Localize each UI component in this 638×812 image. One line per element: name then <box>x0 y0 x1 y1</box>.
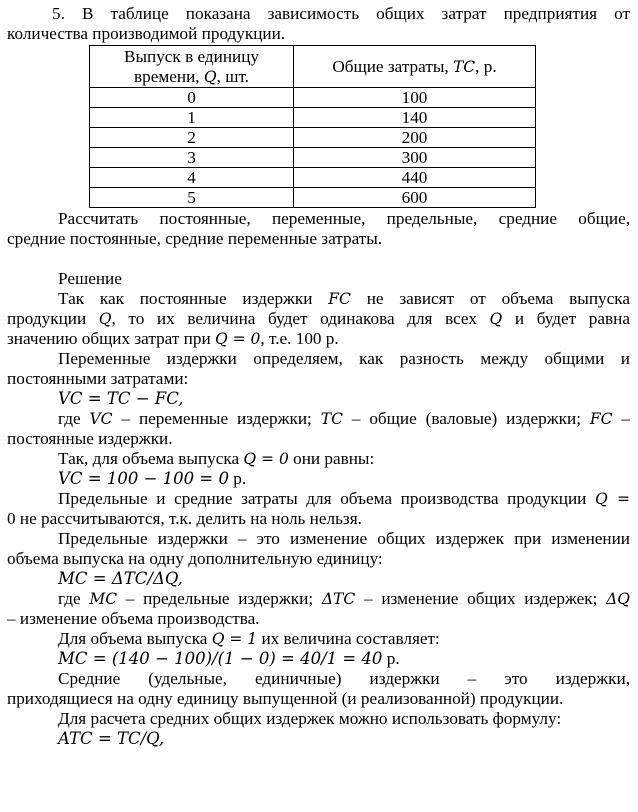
table-row <box>90 108 536 128</box>
fc-symbol: FC <box>589 410 613 428</box>
header-output-unit: , шт. <box>216 66 249 86</box>
document-page <box>7 4 630 749</box>
p1-text-d: , то их величина будет одинакова для всех <box>111 309 490 328</box>
cell-tc: 440 <box>294 168 536 188</box>
cell-q: 5 <box>90 188 294 208</box>
p4-line <box>7 449 630 469</box>
cell-q: 4 <box>90 168 294 188</box>
cell-q: 2 <box>90 128 294 148</box>
delta-tc-symbol: ΔTC <box>321 590 356 608</box>
p2-line-2: постоянными затратами: <box>7 369 189 388</box>
p3-line-2: постоянные издержки. <box>7 429 173 448</box>
p1-line-2 <box>7 309 630 329</box>
cell-tc: 100 <box>294 88 536 108</box>
header-total-cost-symbol: TC <box>452 57 476 76</box>
solution-heading: Решение <box>58 269 122 288</box>
p3-text-a: где <box>58 409 90 428</box>
p9-line-1: Средние (удельные, единичные) издержки – это издержки, <box>58 669 630 688</box>
cell-tc: 140 <box>294 108 536 128</box>
formula-mc: MC = ΔTC/ΔQ, <box>58 569 183 588</box>
q-equals-zero: Q = 0 <box>243 450 289 468</box>
cost-table <box>89 45 536 208</box>
p1-text-b: не зависят от объема выпуска <box>350 289 630 308</box>
p3-text-b: – переменные издержки; <box>112 409 321 428</box>
header-output <box>90 46 294 88</box>
q-symbol: Q <box>98 310 112 328</box>
formula-mc-value <box>7 649 630 669</box>
question-line-2: средние постоянные, средние переменные затраты. <box>7 229 383 248</box>
cell-tc: 200 <box>294 128 536 148</box>
delta-q-symbol: ΔQ <box>606 590 630 608</box>
tc-symbol: TC <box>320 410 343 428</box>
task-intro-line-2: количества производимой продукции. <box>7 24 286 43</box>
formula-vc-value <box>7 469 630 489</box>
cell-tc: 300 <box>294 148 536 168</box>
formula-vc: VC = TC − FC, <box>58 389 184 408</box>
mc-symbol: MC <box>89 590 118 608</box>
p3-line-1 <box>7 409 630 429</box>
p7-text-c: – изменение общих издержек; <box>355 589 607 608</box>
formula-mc-unit: р. <box>382 649 400 668</box>
p1-text-c: продукции <box>7 309 99 328</box>
p7-line-1 <box>7 589 630 609</box>
formula-vc-calc: VC = 100 − 100 = 0 <box>58 469 229 488</box>
p1-text-e: и будет равна <box>502 309 630 328</box>
p8-text-a: Для объема выпуска <box>58 629 212 648</box>
p10-line: Для расчета средних общих издержек можно использовать формулу: <box>58 709 562 728</box>
header-total-cost-unit: , р. <box>475 56 497 76</box>
p5-text-a: Предельные и средние затраты для объема производства продукции <box>58 489 596 508</box>
header-total-cost <box>294 46 536 88</box>
q-equals-zero: Q = 0 <box>214 330 261 348</box>
question-line-1: Рассчитать постоянные, переменные, предельные, средние общие, <box>58 209 630 228</box>
cell-q: 3 <box>90 148 294 168</box>
header-total-cost-label: Общие затраты, <box>332 56 453 76</box>
p9-line-2: приходящиеся на одну единицу выпущенной (и реализованной) продукции. <box>7 689 564 708</box>
q-equals-one: Q = 1 <box>211 630 258 648</box>
p5-line-2: 0 не рассчитываются, т.к. делить на ноль нельзя. <box>7 509 362 528</box>
table-header-row <box>90 46 536 88</box>
q-symbol: Q <box>489 310 503 328</box>
formula-mc-calc: MC = (140 − 100)/(1 − 0) = 40/1 = 40 <box>58 649 383 668</box>
p1-line-3 <box>7 329 630 349</box>
p8-text-b: их величина составляет: <box>257 629 440 648</box>
cell-q: 1 <box>90 108 294 128</box>
spacer <box>7 249 630 269</box>
p7-text-b: – предельные издержки; <box>117 589 322 608</box>
header-output-line-2: времени, <box>134 66 204 86</box>
p3-text-c: – общие (валовые) издержки; <box>342 409 590 428</box>
p3-text-d: – <box>612 409 630 428</box>
p1-line-1 <box>7 289 630 309</box>
p6-line-2: объема выпуска на одну дополнительную единицу: <box>7 549 383 568</box>
vc-symbol: VC <box>89 410 113 428</box>
p7-line-2: – изменение объема производства. <box>7 609 260 628</box>
fc-symbol: FC <box>328 290 351 308</box>
p4-text-b: они равны: <box>288 449 375 468</box>
formula-vc-unit: р. <box>228 469 247 488</box>
table-row <box>90 188 536 208</box>
formula-atc: ATC = TC/Q, <box>58 729 165 748</box>
p6-line-1: Предельные издержки – это изменение общих издержек при изменении <box>58 529 630 548</box>
table-row <box>90 168 536 188</box>
task-intro-line-1: 5. В таблице показана зависимость общих затрат предприятия от <box>52 4 630 23</box>
header-output-line-1: Выпуск в единицу <box>123 46 260 66</box>
table-row <box>90 88 536 108</box>
table-row <box>90 128 536 148</box>
p5-line-1 <box>7 489 630 509</box>
p4-text-a: Так, для объема выпуска <box>58 449 244 468</box>
p7-text-a: где <box>58 589 90 608</box>
table-row <box>90 148 536 168</box>
p2-line-1: Переменные издержки определяем, как разность между общими и <box>58 349 630 368</box>
p8-line <box>7 629 630 649</box>
header-output-symbol: Q <box>203 67 217 86</box>
q-equals: Q = <box>595 490 630 508</box>
cell-tc: 600 <box>294 188 536 208</box>
p1-text-f: значению общих затрат при <box>7 329 215 348</box>
p1-text-g: , т.е. 100 р. <box>260 329 339 348</box>
p1-text-a: Так как постоянные издержки <box>58 289 329 308</box>
cell-q: 0 <box>90 88 294 108</box>
